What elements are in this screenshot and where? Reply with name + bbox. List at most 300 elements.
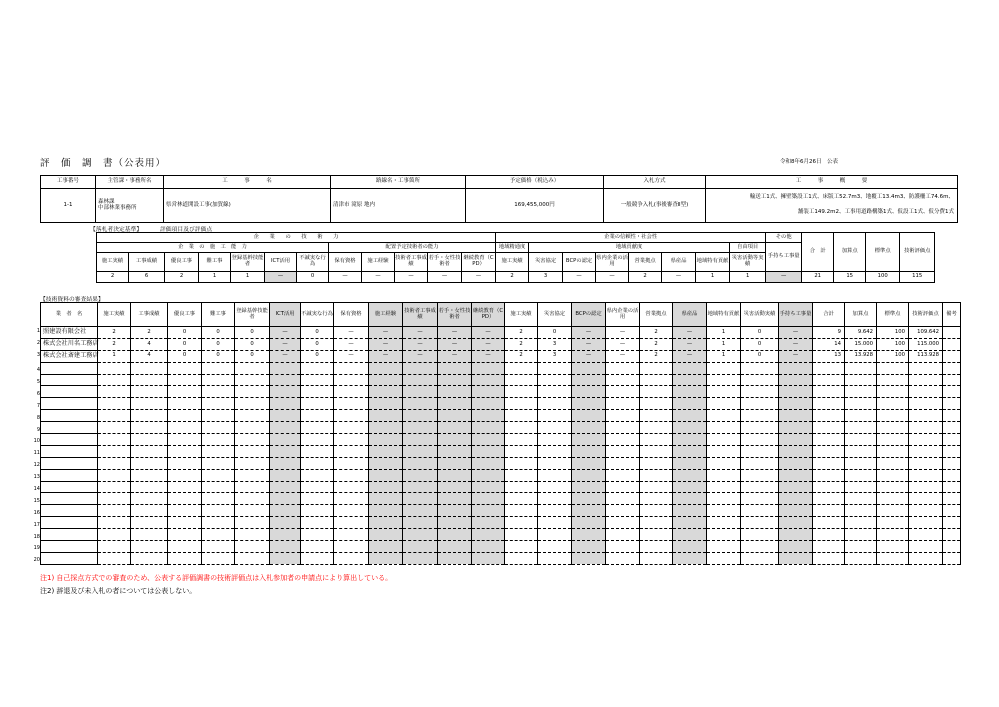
table-row: [41, 350, 961, 362]
score-cell: [369, 552, 403, 564]
crit-item: BCPの認定: [563, 253, 596, 272]
score-cell: [640, 505, 673, 517]
score-cell: [202, 517, 235, 529]
crit-point: 3: [529, 272, 563, 283]
score-cell: [909, 410, 943, 422]
crit-item: 継続教育（CPD）: [462, 253, 496, 272]
score-cell: [131, 445, 168, 457]
score-cell: [369, 505, 403, 517]
score-cell: [168, 529, 202, 541]
score-cell: [779, 374, 813, 386]
crit-total: 合 計: [802, 233, 834, 272]
score-cell: [813, 362, 845, 374]
crit-add: 加算点: [834, 233, 866, 272]
score-cell: [505, 552, 538, 564]
score-cell: [369, 410, 403, 422]
score-cell: [606, 398, 640, 410]
score-cell: [98, 422, 131, 434]
score-cell: [438, 422, 472, 434]
score-cell: [813, 541, 845, 553]
crit-point: —: [395, 272, 428, 283]
company-name-cell: [33, 469, 98, 481]
score-cell: [403, 410, 438, 422]
score-cell: [779, 493, 813, 505]
score-cell: [505, 481, 538, 493]
sub-free: 自由項目: [730, 243, 766, 253]
score-cell: [779, 517, 813, 529]
score-cell: [877, 552, 909, 564]
crit-point: 15: [834, 272, 866, 283]
score-cell: [98, 552, 131, 564]
score-cell: [270, 410, 301, 422]
score-cell: [131, 362, 168, 374]
score-cell: [779, 481, 813, 493]
crit-tech-score: 技術評価点: [900, 233, 935, 272]
score-cell: —: [369, 350, 403, 362]
review-col-header: ICT活用: [270, 303, 301, 327]
score-cell: [438, 457, 472, 469]
table-row: [41, 338, 961, 350]
row-number: 11: [33, 450, 40, 457]
review-col-header: 地域特有貢献: [707, 303, 741, 327]
company-name-cell: [33, 529, 98, 541]
score-cell: [235, 445, 270, 457]
score-cell: [943, 505, 961, 517]
score-cell: [472, 386, 505, 398]
crit-item: 施工実績: [97, 253, 129, 272]
criteria-points-row: [97, 272, 935, 283]
score-cell: [779, 434, 813, 446]
score-cell: [235, 398, 270, 410]
score-cell: [202, 362, 235, 374]
crit-point: 21: [802, 272, 834, 283]
score-cell: [707, 529, 741, 541]
sub-construction: 企 業 の 施 工 能 力: [97, 243, 329, 253]
score-cell: [640, 541, 673, 553]
review-col-header: 技術者工事成績: [403, 303, 438, 327]
score-cell: [168, 386, 202, 398]
score-cell: [538, 493, 572, 505]
score-cell: [845, 445, 877, 457]
score-cell: [538, 410, 572, 422]
score-cell: —: [403, 350, 438, 362]
score-cell: [877, 422, 909, 434]
score-cell: [943, 481, 961, 493]
score-cell: [538, 481, 572, 493]
score-cell: [438, 505, 472, 517]
score-cell: [606, 457, 640, 469]
crit-point: —: [265, 272, 297, 283]
score-cell: [472, 517, 505, 529]
crit-point: 115: [900, 272, 935, 283]
score-cell: [301, 422, 334, 434]
score-cell: 0: [301, 338, 334, 350]
project-info-table: [40, 175, 958, 223]
review-col-header: BCPの認定: [572, 303, 606, 327]
score-cell: [168, 434, 202, 446]
score-cell: [98, 529, 131, 541]
score-cell: [98, 517, 131, 529]
score-cell: [168, 541, 202, 553]
score-cell: [741, 374, 779, 386]
score-cell: [301, 457, 334, 469]
review-col-header: 合計: [813, 303, 845, 327]
score-cell: [202, 469, 235, 481]
col-header-method: 入札方式: [604, 176, 706, 189]
review-col-header: 手持ち工事量: [779, 303, 813, 327]
score-cell: [943, 541, 961, 553]
score-cell: [813, 469, 845, 481]
score-cell: 0: [168, 350, 202, 362]
score-cell: [98, 445, 131, 457]
score-cell: [131, 374, 168, 386]
score-cell: [707, 552, 741, 564]
score-cell: [707, 362, 741, 374]
score-cell: [472, 505, 505, 517]
score-cell: [235, 374, 270, 386]
score-cell: —: [779, 327, 813, 339]
score-cell: 1: [707, 350, 741, 362]
score-cell: [909, 386, 943, 398]
score-cell: [334, 481, 369, 493]
score-cell: [270, 445, 301, 457]
review-col-header: 県内企業の活用: [606, 303, 640, 327]
score-cell: 100: [877, 338, 909, 350]
score-cell: 3: [538, 350, 572, 362]
score-cell: [943, 327, 961, 339]
score-cell: [270, 362, 301, 374]
score-cell: 0: [235, 327, 270, 339]
score-cell: [168, 505, 202, 517]
crit-item: 技術者工事成績: [395, 253, 428, 272]
score-cell: [168, 457, 202, 469]
score-cell: [741, 398, 779, 410]
score-cell: [235, 481, 270, 493]
score-cell: —: [779, 338, 813, 350]
score-cell: [98, 481, 131, 493]
score-cell: —: [572, 338, 606, 350]
review-header-row: [41, 303, 961, 327]
score-cell: [403, 529, 438, 541]
score-cell: [640, 529, 673, 541]
score-cell: [707, 386, 741, 398]
score-cell: [505, 398, 538, 410]
score-cell: [438, 493, 472, 505]
score-cell: [505, 517, 538, 529]
score-cell: [572, 469, 606, 481]
score-cell: —: [438, 327, 472, 339]
score-cell: [369, 493, 403, 505]
score-cell: [131, 541, 168, 553]
crit-point: 100: [866, 272, 900, 283]
score-cell: [334, 386, 369, 398]
score-cell: 113.928: [909, 350, 943, 362]
score-cell: —: [673, 338, 707, 350]
score-cell: [168, 517, 202, 529]
score-cell: [301, 445, 334, 457]
score-cell: [438, 481, 472, 493]
score-cell: [202, 529, 235, 541]
score-cell: 2: [98, 338, 131, 350]
score-cell: [301, 469, 334, 481]
score-cell: [168, 445, 202, 457]
crit-point: —: [329, 272, 362, 283]
crit-item: 難工事: [199, 253, 231, 272]
score-cell: [168, 362, 202, 374]
score-cell: [235, 517, 270, 529]
score-cell: [741, 529, 779, 541]
score-cell: [403, 493, 438, 505]
score-cell: [334, 434, 369, 446]
score-cell: 2: [640, 327, 673, 339]
score-cell: [538, 398, 572, 410]
score-cell: [909, 457, 943, 469]
score-cell: [270, 434, 301, 446]
score-cell: [943, 386, 961, 398]
score-cell: [235, 541, 270, 553]
score-cell: [673, 552, 707, 564]
score-cell: [673, 517, 707, 529]
score-cell: [707, 434, 741, 446]
row-number: 17: [33, 521, 40, 528]
company-name-cell: [36, 350, 99, 362]
score-cell: [505, 529, 538, 541]
score-cell: [909, 505, 943, 517]
criteria-section-label: 【落札者決定基準】: [90, 227, 143, 233]
score-cell: 3: [538, 338, 572, 350]
score-cell: [779, 386, 813, 398]
score-cell: 100: [877, 350, 909, 362]
score-cell: [369, 374, 403, 386]
empty-table-row: [41, 410, 961, 422]
score-cell: [270, 541, 301, 553]
score-cell: [572, 434, 606, 446]
score-cell: [845, 362, 877, 374]
review-col-header: 災害活動実績: [741, 303, 779, 327]
score-cell: —: [472, 327, 505, 339]
score-cell: [673, 386, 707, 398]
score-cell: [472, 445, 505, 457]
score-cell: [270, 517, 301, 529]
score-cell: [779, 529, 813, 541]
score-cell: [673, 374, 707, 386]
score-cell: [202, 398, 235, 410]
crit-item: 保有資格: [329, 253, 362, 272]
score-cell: —: [606, 327, 640, 339]
review-col-header: 継続教育（CPD）: [472, 303, 505, 327]
score-cell: [606, 445, 640, 457]
score-cell: [235, 386, 270, 398]
score-cell: [369, 386, 403, 398]
company-name-cell: [33, 505, 98, 517]
score-cell: [301, 374, 334, 386]
score-cell: [438, 445, 472, 457]
row-number: 3: [36, 351, 40, 358]
score-cell: [369, 469, 403, 481]
crit-item: ICT活用: [265, 253, 297, 272]
score-cell: [909, 541, 943, 553]
score-cell: [673, 445, 707, 457]
score-cell: [606, 529, 640, 541]
score-cell: [707, 398, 741, 410]
score-cell: [334, 362, 369, 374]
score-cell: [472, 552, 505, 564]
score-cell: [472, 541, 505, 553]
score-cell: 0: [202, 338, 235, 350]
score-cell: [334, 410, 369, 422]
score-cell: [98, 362, 131, 374]
score-cell: [403, 457, 438, 469]
score-cell: [369, 362, 403, 374]
score-cell: [572, 541, 606, 553]
score-cell: [538, 541, 572, 553]
score-cell: [202, 434, 235, 446]
score-cell: [301, 410, 334, 422]
company-name-cell: [33, 541, 98, 553]
score-cell: [538, 445, 572, 457]
row-number: 13: [33, 474, 40, 481]
score-cell: [270, 422, 301, 434]
score-cell: [98, 374, 131, 386]
review-table: [33, 302, 961, 565]
score-cell: [334, 529, 369, 541]
score-cell: [403, 541, 438, 553]
score-cell: [943, 398, 961, 410]
score-cell: [572, 374, 606, 386]
crit-point: 1: [730, 272, 766, 283]
score-cell: [334, 517, 369, 529]
score-cell: [472, 434, 505, 446]
score-cell: [640, 374, 673, 386]
col-header-office: 主管課・事務所名: [96, 176, 164, 189]
score-cell: [572, 362, 606, 374]
score-cell: —: [403, 327, 438, 339]
score-cell: [606, 517, 640, 529]
score-cell: [909, 445, 943, 457]
score-cell: [403, 505, 438, 517]
score-cell: [943, 517, 961, 529]
score-cell: [369, 434, 403, 446]
score-cell: [779, 541, 813, 553]
bid-method: 一般競争入札(事後審査Ⅱ型): [604, 189, 706, 223]
score-cell: [572, 493, 606, 505]
score-cell: [438, 374, 472, 386]
score-cell: [845, 410, 877, 422]
group-other: その他: [766, 233, 802, 243]
score-cell: 0: [168, 327, 202, 339]
score-cell: [403, 445, 438, 457]
score-cell: [707, 481, 741, 493]
score-cell: 2: [640, 350, 673, 362]
score-cell: [606, 469, 640, 481]
score-cell: [741, 457, 779, 469]
review-col-header: 業 者 名: [41, 303, 98, 327]
score-cell: [640, 445, 673, 457]
score-cell: 109.642: [909, 327, 943, 339]
score-cell: 1: [707, 338, 741, 350]
review-col-header: 加算点: [845, 303, 877, 327]
row-number: 16: [33, 509, 40, 516]
score-cell: [673, 422, 707, 434]
score-cell: [538, 362, 572, 374]
score-cell: 1: [98, 350, 131, 362]
score-cell: [673, 493, 707, 505]
score-cell: [779, 469, 813, 481]
score-cell: 13: [813, 350, 845, 362]
crit-item: 登録基幹技能者: [231, 253, 265, 272]
score-cell: [606, 386, 640, 398]
score-cell: [168, 552, 202, 564]
col-header-summary: 工 事 概 要: [706, 176, 958, 189]
crit-point: 1: [696, 272, 730, 283]
score-cell: [813, 552, 845, 564]
score-cell: [472, 362, 505, 374]
score-cell: [538, 434, 572, 446]
score-cell: [301, 552, 334, 564]
project-name: 県営林道開設工事(加賀線): [164, 189, 331, 223]
crit-point: —: [362, 272, 395, 283]
score-cell: [131, 422, 168, 434]
score-cell: [741, 505, 779, 517]
score-cell: [168, 481, 202, 493]
score-cell: 0: [301, 350, 334, 362]
company-name-cell: [33, 457, 98, 469]
score-cell: —: [472, 338, 505, 350]
company-name-cell: [36, 374, 98, 386]
score-cell: [505, 386, 538, 398]
score-cell: [505, 410, 538, 422]
score-cell: [845, 541, 877, 553]
review-col-header: 難工事: [202, 303, 235, 327]
score-cell: [779, 362, 813, 374]
score-cell: [572, 552, 606, 564]
score-cell: [505, 469, 538, 481]
score-cell: [943, 493, 961, 505]
score-cell: [640, 422, 673, 434]
score-cell: [168, 422, 202, 434]
score-cell: [909, 481, 943, 493]
score-cell: [707, 457, 741, 469]
company-name: 株式会社川名工務店: [43, 340, 99, 348]
project-header-row: [41, 176, 958, 189]
score-cell: [168, 493, 202, 505]
score-cell: —: [369, 327, 403, 339]
company-name-cell: [36, 362, 98, 374]
score-cell: [640, 493, 673, 505]
score-cell: [270, 552, 301, 564]
score-cell: [813, 374, 845, 386]
score-cell: [909, 374, 943, 386]
score-cell: [943, 434, 961, 446]
crit-point: —: [766, 272, 802, 283]
score-cell: [707, 493, 741, 505]
company-name-cell: [33, 434, 98, 446]
score-cell: [472, 398, 505, 410]
col-header-project-name: 工 事 名: [164, 176, 331, 189]
score-cell: [505, 493, 538, 505]
score-cell: [673, 529, 707, 541]
score-cell: [301, 541, 334, 553]
score-cell: [438, 517, 472, 529]
review-col-header: 若手・女性技術者: [438, 303, 472, 327]
row-number: 10: [33, 438, 40, 445]
project-price: 169,455,000円: [466, 189, 604, 223]
score-cell: —: [270, 338, 301, 350]
score-cell: [131, 552, 168, 564]
score-cell: [403, 374, 438, 386]
score-cell: [235, 410, 270, 422]
score-cell: [813, 481, 845, 493]
